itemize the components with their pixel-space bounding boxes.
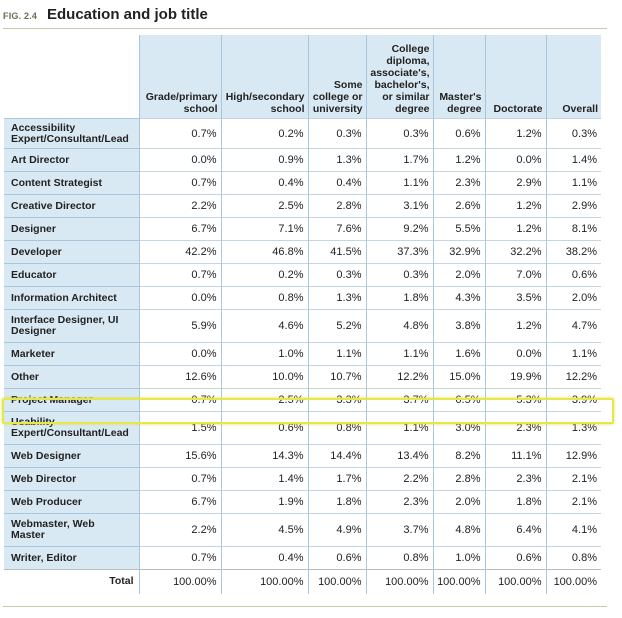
table-cell: 3.3% <box>308 389 366 412</box>
column-header-1 <box>221 35 308 119</box>
table-cell: 0.3% <box>308 264 366 287</box>
column-header-line: High/secondary <box>225 91 305 103</box>
figure-header <box>3 6 607 29</box>
table-row <box>4 172 601 195</box>
table-cell: 42.2% <box>139 241 221 264</box>
table-cell: 2.3% <box>485 412 546 445</box>
table-cell: 1.6% <box>433 343 485 366</box>
column-header-2 <box>308 35 366 119</box>
table-row <box>4 412 601 445</box>
table-cell: 5.2% <box>308 310 366 343</box>
column-header-6 <box>546 35 601 119</box>
table-cell: 1.1% <box>546 172 601 195</box>
table-cell: 10.7% <box>308 366 366 389</box>
table-row <box>4 514 601 547</box>
table-cell: 0.0% <box>139 149 221 172</box>
table-cell: 0.7% <box>139 172 221 195</box>
row-label-line: Web Director <box>11 472 77 485</box>
row-label-line: Project Manager <box>11 393 93 406</box>
column-header-0 <box>139 35 221 119</box>
table-cell: 6.5% <box>433 389 485 412</box>
column-header-line: Master's <box>439 91 482 103</box>
table-cell: 0.9% <box>221 149 308 172</box>
table-row <box>4 389 601 412</box>
table-cell: 37.3% <box>366 241 433 264</box>
table-cell: 38.2% <box>546 241 601 264</box>
figure-title: Education and job title <box>47 6 208 23</box>
row-label-line: Designer <box>11 222 56 235</box>
table-cell: 0.4% <box>221 172 308 195</box>
table-row <box>4 149 601 172</box>
column-header-line: university <box>312 103 363 115</box>
table-row <box>4 241 601 264</box>
table-row <box>4 445 601 468</box>
table-cell: 2.9% <box>546 195 601 218</box>
table-row <box>4 287 601 310</box>
table-cell: 0.6% <box>221 412 308 445</box>
column-header-line: Overall <box>562 103 598 115</box>
table-cell: 1.7% <box>366 149 433 172</box>
table-cell: 12.9% <box>546 445 601 468</box>
table-cell: 1.3% <box>308 287 366 310</box>
table-cell: 3.9% <box>546 389 601 412</box>
table-row <box>4 119 601 149</box>
table-cell: 2.1% <box>546 491 601 514</box>
table-cell: 0.7% <box>139 119 221 149</box>
row-label <box>4 119 139 149</box>
row-label-line: Creative Director <box>11 199 96 212</box>
table-cell: 5.5% <box>433 218 485 241</box>
table-cell: 0.6% <box>546 264 601 287</box>
table-cell: 1.8% <box>485 491 546 514</box>
column-header-line: diploma, <box>386 55 430 67</box>
table-cell: 0.3% <box>546 119 601 149</box>
total-cell: 100.00% <box>308 570 366 594</box>
table-cell: 2.0% <box>433 491 485 514</box>
table-cell: 6.4% <box>485 514 546 547</box>
row-label <box>4 195 139 218</box>
total-cell: 100.00% <box>366 570 433 594</box>
table-row <box>4 310 601 343</box>
row-label-line: Webmaster, Web <box>11 518 95 530</box>
row-label-line: Information Architect <box>11 291 117 304</box>
table-cell: 5.3% <box>485 389 546 412</box>
table-cell: 9.2% <box>366 218 433 241</box>
row-label <box>4 343 139 366</box>
table-row <box>4 366 601 389</box>
row-label-line: Writer, Editor <box>11 551 77 564</box>
table-cell: 11.1% <box>485 445 546 468</box>
table-cell: 0.7% <box>139 264 221 287</box>
education-job-table <box>4 35 601 594</box>
table-cell: 10.0% <box>221 366 308 389</box>
row-label <box>4 445 139 468</box>
table-cell: 1.2% <box>485 119 546 149</box>
table-row <box>4 218 601 241</box>
column-header-line: Some <box>333 79 363 91</box>
table-cell: 6.7% <box>139 218 221 241</box>
table-cell: 0.6% <box>433 119 485 149</box>
row-label-line: Other <box>11 370 40 383</box>
column-header-line: degree <box>395 103 430 115</box>
table-cell: 7.6% <box>308 218 366 241</box>
table-cell: 13.4% <box>366 445 433 468</box>
table-cell: 4.3% <box>433 287 485 310</box>
table-cell: 6.7% <box>139 491 221 514</box>
header-row <box>4 35 601 119</box>
row-label-line: Web Producer <box>11 495 82 508</box>
table-cell: 1.1% <box>308 343 366 366</box>
table-row <box>4 547 601 570</box>
table-cell: 2.3% <box>433 172 485 195</box>
table-cell: 14.4% <box>308 445 366 468</box>
figure-label: FIG. 2.4 <box>3 11 38 21</box>
row-label-line: Interface Designer, UI <box>11 314 119 326</box>
column-header-line: or similar <box>382 91 430 103</box>
table-row <box>4 264 601 287</box>
table-cell: 2.6% <box>433 195 485 218</box>
column-header-line: Grade/primary <box>145 91 218 103</box>
table-cell: 8.1% <box>546 218 601 241</box>
table-cell: 0.0% <box>485 343 546 366</box>
table-cell: 3.1% <box>366 195 433 218</box>
table-cell: 2.5% <box>221 195 308 218</box>
table-cell: 1.0% <box>221 343 308 366</box>
total-label: Total <box>4 570 139 594</box>
table-cell: 0.8% <box>366 547 433 570</box>
table-cell: 2.9% <box>485 172 546 195</box>
table-cell: 1.9% <box>221 491 308 514</box>
bottom-rule <box>3 606 607 607</box>
table-cell: 0.6% <box>485 547 546 570</box>
table-cell: 4.7% <box>546 310 601 343</box>
row-label-line: Usability <box>11 416 55 428</box>
table-row <box>4 195 601 218</box>
table-cell: 2.3% <box>366 491 433 514</box>
table-cell: 1.1% <box>366 343 433 366</box>
table-cell: 1.2% <box>485 195 546 218</box>
total-cell: 100.00% <box>546 570 601 594</box>
total-cell: 100.00% <box>139 570 221 594</box>
column-header-line: college or <box>312 91 363 103</box>
row-label <box>4 468 139 491</box>
row-label-line: Expert/Consultant/Lead <box>11 132 129 145</box>
table-cell: 1.2% <box>433 149 485 172</box>
row-label <box>4 172 139 195</box>
row-label <box>4 264 139 287</box>
row-label-line: Web Designer <box>11 449 81 462</box>
column-header-line: bachelor's, <box>374 79 430 91</box>
row-label <box>4 287 139 310</box>
table-cell: 1.1% <box>546 343 601 366</box>
table-cell: 1.1% <box>366 412 433 445</box>
column-header-5 <box>485 35 546 119</box>
row-label <box>4 241 139 264</box>
table-cell: 7.0% <box>485 264 546 287</box>
column-header-3 <box>366 35 433 119</box>
table-cell: 2.2% <box>139 514 221 547</box>
table-cell: 2.1% <box>546 468 601 491</box>
row-label <box>4 389 139 412</box>
row-label-line: Educator <box>11 268 57 281</box>
table-cell: 0.0% <box>139 343 221 366</box>
row-label <box>4 310 139 343</box>
table-cell: 0.4% <box>308 172 366 195</box>
table-cell: 14.3% <box>221 445 308 468</box>
table-cell: 2.2% <box>366 468 433 491</box>
total-cell: 100.00% <box>433 570 485 594</box>
table-cell: 12.2% <box>546 366 601 389</box>
row-label <box>4 412 139 445</box>
table-cell: 0.3% <box>308 119 366 149</box>
table-cell: 2.0% <box>433 264 485 287</box>
column-header-line: associate's, <box>370 67 430 79</box>
table-cell: 3.0% <box>433 412 485 445</box>
table-cell: 1.4% <box>546 149 601 172</box>
row-label <box>4 491 139 514</box>
table-row <box>4 343 601 366</box>
row-label <box>4 149 139 172</box>
table-cell: 8.2% <box>433 445 485 468</box>
table-cell: 4.9% <box>308 514 366 547</box>
table-cell: 4.8% <box>433 514 485 547</box>
table-cell: 3.8% <box>433 310 485 343</box>
table-cell: 0.7% <box>139 468 221 491</box>
header-corner <box>4 35 139 119</box>
total-cell: 100.00% <box>221 570 308 594</box>
table-cell: 1.1% <box>366 172 433 195</box>
table-cell: 1.2% <box>485 310 546 343</box>
table-cell: 4.8% <box>366 310 433 343</box>
table-cell: 3.5% <box>485 287 546 310</box>
table-cell: 0.8% <box>546 547 601 570</box>
table-cell: 1.2% <box>485 218 546 241</box>
row-label-line: Accessibility <box>11 121 76 134</box>
table-cell: 19.9% <box>485 366 546 389</box>
table-cell: 4.6% <box>221 310 308 343</box>
table-cell: 0.8% <box>308 412 366 445</box>
table-cell: 0.7% <box>139 547 221 570</box>
table-wrapper <box>4 35 601 594</box>
row-label-line: Developer <box>11 245 62 258</box>
table-cell: 2.8% <box>308 195 366 218</box>
column-header-line: school <box>183 103 218 115</box>
table-cell: 15.6% <box>139 445 221 468</box>
row-label <box>4 514 139 547</box>
row-label <box>4 366 139 389</box>
table-cell: 5.9% <box>139 310 221 343</box>
row-label-line: Expert/Consultant/Lead <box>11 427 129 439</box>
table-cell: 12.2% <box>366 366 433 389</box>
table-cell: 0.0% <box>485 149 546 172</box>
table-cell: 4.1% <box>546 514 601 547</box>
column-header-line: College <box>391 43 430 55</box>
table-cell: 2.8% <box>433 468 485 491</box>
row-label-line: Art Director <box>11 153 70 166</box>
table-cell: 32.2% <box>485 241 546 264</box>
table-cell: 0.3% <box>366 264 433 287</box>
table-cell: 1.3% <box>308 149 366 172</box>
table-cell: 0.7% <box>139 389 221 412</box>
column-header-line: school <box>270 103 305 115</box>
table-cell: 2.0% <box>546 287 601 310</box>
table-cell: 1.3% <box>546 412 601 445</box>
column-header-4 <box>433 35 485 119</box>
table-row <box>4 468 601 491</box>
table-cell: 0.8% <box>221 287 308 310</box>
table-body <box>4 119 601 594</box>
table-cell: 2.2% <box>139 195 221 218</box>
row-label <box>4 547 139 570</box>
table-cell: 3.7% <box>366 389 433 412</box>
table-cell: 0.2% <box>221 119 308 149</box>
table-cell: 1.4% <box>221 468 308 491</box>
table-cell: 2.5% <box>221 389 308 412</box>
row-label-line: Marketer <box>11 347 55 360</box>
table-cell: 0.6% <box>308 547 366 570</box>
column-header-line: degree <box>447 103 482 115</box>
table-cell: 7.1% <box>221 218 308 241</box>
table-cell: 1.5% <box>139 412 221 445</box>
total-row <box>4 570 601 594</box>
table-cell: 1.7% <box>308 468 366 491</box>
table-cell: 32.9% <box>433 241 485 264</box>
table-cell: 0.0% <box>139 287 221 310</box>
table-cell: 1.0% <box>433 547 485 570</box>
table-cell: 2.3% <box>485 468 546 491</box>
table-cell: 0.2% <box>221 264 308 287</box>
table-cell: 3.7% <box>366 514 433 547</box>
table-cell: 12.6% <box>139 366 221 389</box>
table-cell: 41.5% <box>308 241 366 264</box>
row-label-line: Designer <box>11 325 56 337</box>
column-header-line: Doctorate <box>493 103 543 115</box>
row-label <box>4 218 139 241</box>
table-cell: 0.4% <box>221 547 308 570</box>
table-cell: 15.0% <box>433 366 485 389</box>
table-cell: 46.8% <box>221 241 308 264</box>
table-cell: 1.8% <box>366 287 433 310</box>
table-cell: 1.8% <box>308 491 366 514</box>
total-cell: 100.00% <box>485 570 546 594</box>
row-label-line: Content Strategist <box>11 176 103 189</box>
row-label-line: Master <box>11 529 45 541</box>
table-row <box>4 491 601 514</box>
table-cell: 4.5% <box>221 514 308 547</box>
table-cell: 0.3% <box>366 119 433 149</box>
